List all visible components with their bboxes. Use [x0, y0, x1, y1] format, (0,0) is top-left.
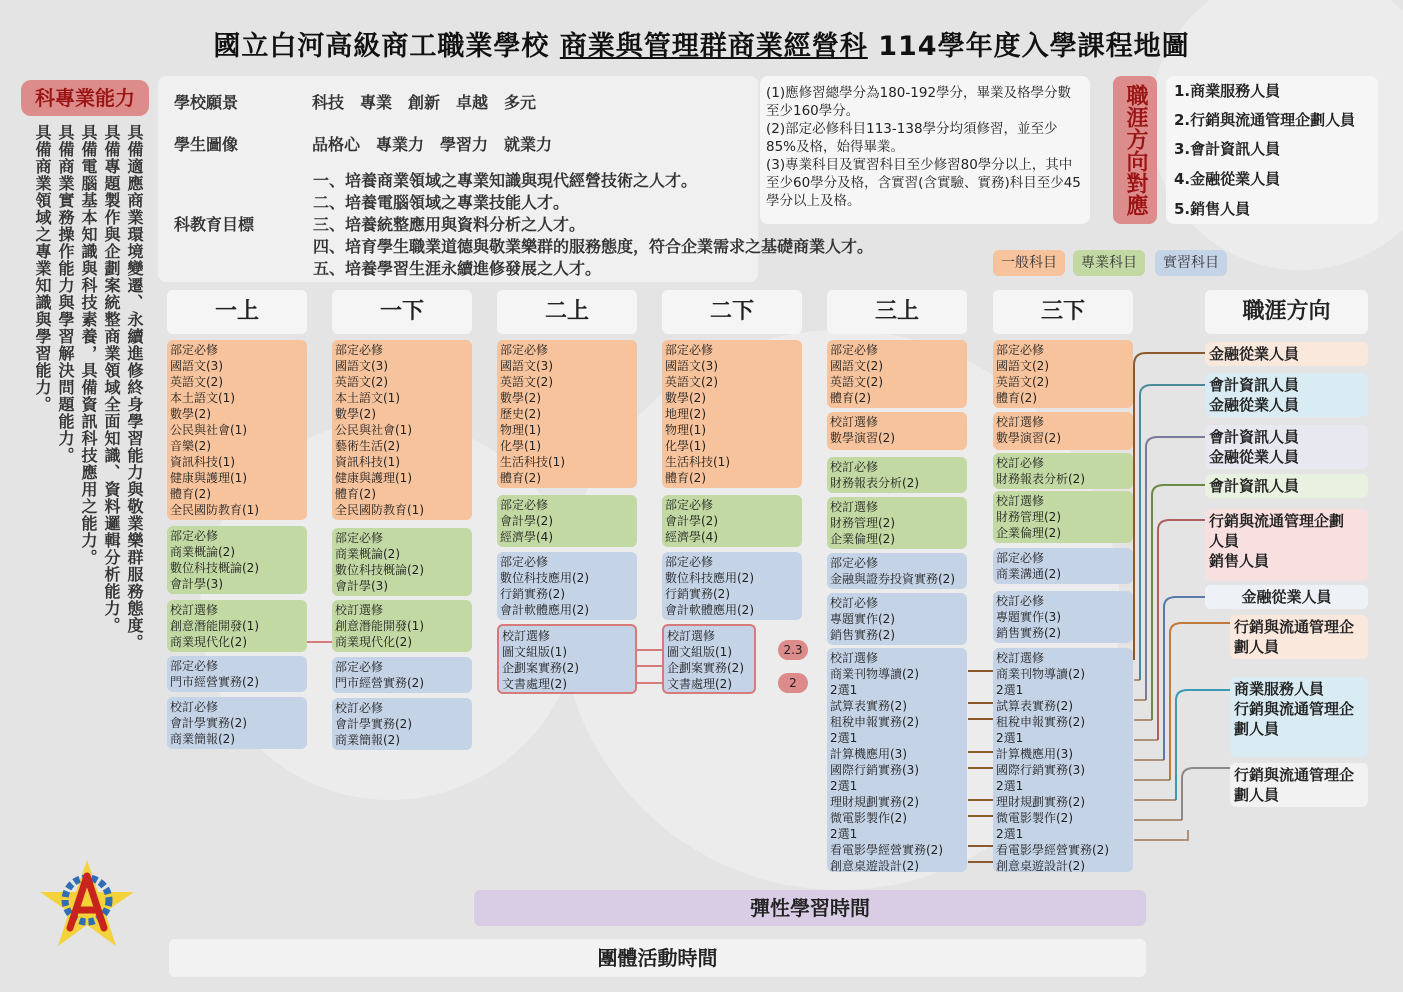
flexible-learning-bar: 彈性學習時間: [474, 890, 1146, 926]
course-line: 會計學(3): [335, 579, 388, 593]
course-line: 會計學實務(2): [335, 717, 412, 731]
course-line: 財務管理(2): [830, 516, 895, 530]
course-line: 2選1: [996, 731, 1024, 745]
course-line: 英語文(2): [665, 375, 718, 389]
course-line: 商業簡報(2): [170, 732, 235, 746]
school-logo-icon: [36, 858, 138, 948]
course-line: 商業現代化(2): [335, 635, 412, 649]
course-block-practical: [993, 591, 1133, 643]
vision-label: 學校願景: [174, 93, 239, 112]
course-line: 校訂選修: [996, 415, 1045, 429]
destination-line: 行銷與流通管理企: [1234, 618, 1355, 636]
semester-header: 二上: [497, 290, 637, 334]
course-line: 商業刊物導讀(2): [996, 667, 1085, 681]
course-line: 國語文(2): [996, 359, 1049, 373]
course-block-elective: [662, 624, 756, 694]
course-line: 試算表實務(2): [996, 699, 1073, 713]
course-line: 英語文(2): [500, 375, 553, 389]
course-line: 會計學(2): [500, 514, 553, 528]
group-activity-bar: 團體活動時間: [169, 939, 1146, 977]
course-line: 圖文組版(1): [502, 645, 567, 659]
course-block-elective: [497, 624, 637, 694]
course-line: 國語文(3): [170, 359, 223, 373]
course-line: 2選1: [996, 827, 1024, 841]
course-line: 生活科技(1): [665, 455, 730, 469]
course-line: 化學(1): [665, 439, 706, 453]
goal-item: 四、培育學生職業道德與敬業樂群的服務態度，符合企業需求之基礎商業人才。: [313, 237, 874, 256]
course-line: 租稅申報實務(2): [996, 715, 1085, 729]
course-line: 計算機應用(3): [996, 747, 1073, 761]
course-block-general: [662, 340, 802, 488]
course-block-general: [332, 340, 472, 520]
course-line: 專題實作(3): [996, 610, 1061, 624]
career-destination: [1205, 342, 1368, 366]
course-line: 企業倫理(2): [830, 532, 895, 546]
course-line: 數學演習(2): [996, 431, 1061, 445]
course-line: 英語文(2): [996, 375, 1049, 389]
legend-professional: 專業科目: [1073, 250, 1145, 276]
semester-header: 二下: [662, 290, 802, 334]
course-line: 部定必修: [500, 343, 549, 357]
course-line: 歷史(2): [500, 407, 541, 421]
course-line: 企劃案實務(2): [502, 661, 579, 675]
course-line: 部定必修: [665, 498, 714, 512]
course-block-practical: [827, 553, 967, 589]
course-block-professional: [167, 526, 307, 594]
destination-line: 金融從業人員: [1209, 396, 1300, 414]
skill-item: 具備商業實務操作能力與學習解決問題能力。: [56, 124, 75, 464]
course-line: 創意桌遊設計(2): [830, 859, 919, 872]
course-line: 物理(1): [500, 423, 541, 437]
course-line: 文書處理(2): [667, 677, 732, 691]
destination-line: 劃人員: [1234, 720, 1280, 738]
course-line: 門市經營實務(2): [335, 676, 424, 690]
course-line: 本土語文(1): [335, 391, 400, 405]
skill-item: 具備適應商業環境變遷、永續進修終身學習能力與敬業樂群服務態度。: [125, 124, 144, 651]
course-line: 門市經營實務(2): [170, 675, 259, 689]
legend-practical: 實習科目: [1155, 250, 1227, 276]
page-title: 國立白河高級商工職業學校 商業與管理群商業經營科 114學年度入學課程地圖: [213, 31, 1190, 62]
legend-general: 一般科目: [993, 250, 1065, 276]
course-line: 音樂(2): [170, 439, 211, 453]
course-line: 健康與護理(1): [335, 471, 412, 485]
course-line: 銷售實務(2): [996, 626, 1061, 640]
course-line: 國語文(3): [665, 359, 718, 373]
course-line: 2選1: [830, 683, 858, 697]
course-line: 企業倫理(2): [996, 526, 1061, 540]
destination-line: 劃人員: [1234, 638, 1280, 656]
rule-item: (1)應修習總學分為180-192學分，畢業及格學分數至少160學分。: [766, 85, 1072, 119]
destination-line: 會計資訊人員: [1209, 376, 1300, 394]
career-destination: [1230, 677, 1368, 757]
career-destination: [1205, 509, 1368, 581]
course-line: 全民國防教育(1): [170, 503, 259, 517]
destination-line: 會計資訊人員: [1209, 477, 1300, 495]
course-block-general: [993, 340, 1133, 408]
career-destination: [1230, 763, 1368, 807]
course-line: 專題實作(2): [830, 612, 895, 626]
course-block-practical: [332, 657, 472, 693]
course-line: 公民與社會(1): [335, 423, 412, 437]
course-line: 部定必修: [170, 659, 219, 673]
course-line: 微電影製作(2): [830, 811, 907, 825]
course-line: 微電影製作(2): [996, 811, 1073, 825]
course-line: 校訂必修: [830, 460, 879, 474]
course-line: 2選1: [996, 779, 1024, 793]
destination-line: 商業服務人員: [1234, 680, 1325, 698]
course-line: 全民國防教育(1): [335, 503, 424, 517]
goal-item: 一、培養商業領域之專業知識與現代經營技術之人才。: [313, 171, 698, 190]
course-line: 國際行銷實務(3): [996, 763, 1085, 777]
course-line: 會計學(2): [665, 514, 718, 528]
course-block-professional: [993, 453, 1133, 489]
course-block-professional: [497, 495, 637, 547]
credit-badge: 2.3: [778, 640, 808, 660]
course-line: 體育(2): [830, 391, 871, 405]
course-line: 看電影學經營實務(2): [996, 843, 1109, 857]
destination-line: 金融從業人員: [1241, 588, 1332, 606]
course-block-professional: [827, 497, 967, 549]
course-line: 校訂選修: [170, 603, 219, 617]
course-line: 體育(2): [996, 391, 1037, 405]
course-line: 部定必修: [500, 555, 549, 569]
destination-line: 行銷與流通管理企: [1234, 700, 1355, 718]
course-line: 企劃案實務(2): [667, 661, 744, 675]
course-line: 財務報表分析(2): [830, 476, 919, 490]
goal-item: 二、培養電腦領域之專業技能人才。: [313, 193, 570, 212]
course-line: 地理(2): [665, 407, 706, 421]
goal-item: 三、培養統整應用與資料分析之人才。: [313, 215, 586, 234]
course-block-practical: [167, 656, 307, 692]
career-item: 3.會計資訊人員: [1174, 140, 1281, 158]
course-line: 文書處理(2): [502, 677, 567, 691]
course-line: 生活科技(1): [500, 455, 565, 469]
course-line: 經濟學(4): [500, 530, 553, 544]
course-line: 租稅申報實務(2): [830, 715, 919, 729]
course-line: 商業現代化(2): [170, 635, 247, 649]
course-line: 部定必修: [996, 343, 1045, 357]
course-line: 體育(2): [170, 487, 211, 501]
goal-item: 五、培養學習生涯永續進修發展之人才。: [313, 259, 602, 278]
skill-item: 具備商業領域之專業知識與學習能力。: [33, 124, 52, 413]
course-line: 部定必修: [830, 343, 879, 357]
course-line: 數學(2): [665, 391, 706, 405]
course-line: 健康與護理(1): [170, 471, 247, 485]
course-line: 校訂選修: [830, 415, 879, 429]
course-block-practical: [167, 697, 307, 749]
course-line: 校訂必修: [830, 596, 879, 610]
course-line: 部定必修: [335, 343, 384, 357]
course-line: 部定必修: [335, 531, 384, 545]
course-line: 行銷實務(2): [665, 587, 730, 601]
course-line: 2選1: [830, 827, 858, 841]
course-block-professional: [332, 600, 472, 652]
course-block-general: [993, 412, 1133, 450]
course-block-professional: [993, 491, 1133, 543]
credit-badge: 2: [778, 673, 808, 693]
course-line: 國際行銷實務(3): [830, 763, 919, 777]
course-block-general: [827, 412, 967, 450]
course-line: 校訂選修: [996, 494, 1045, 508]
course-line: 部定必修: [665, 343, 714, 357]
course-line: 體育(2): [665, 471, 706, 485]
course-line: 會計學(3): [170, 577, 223, 591]
course-line: 英語文(2): [830, 375, 883, 389]
course-line: 數位科技應用(2): [500, 571, 589, 585]
destination-line: 人員: [1209, 532, 1240, 550]
portrait-value: 品格心 專業力 學習力 就業力: [312, 135, 553, 154]
career-destination: [1205, 425, 1368, 469]
course-line: 化學(1): [500, 439, 541, 453]
course-line: 國語文(2): [830, 359, 883, 373]
course-line: 校訂選修: [335, 603, 384, 617]
course-line: 體育(2): [335, 487, 376, 501]
career-destination: [1205, 373, 1368, 417]
semester-header: 三上: [827, 290, 967, 334]
skills-tag: 科專業能力: [21, 80, 149, 116]
course-line: 2選1: [996, 683, 1024, 697]
course-line: 國語文(3): [335, 359, 388, 373]
career-destination: [1205, 585, 1368, 609]
career-item: 2.行銷與流通管理企劃人員: [1174, 111, 1356, 129]
course-line: 校訂必修: [996, 594, 1045, 608]
course-block-practical: [827, 648, 967, 872]
course-line: 經濟學(4): [665, 530, 718, 544]
rule-item: (3)專業科目及實習科目至少修習80學分以上，其中至少60學分及格，含實習(含實驗、實務)科目至少45學分以上及格。: [766, 157, 1081, 209]
course-line: 資訊科技(1): [335, 455, 400, 469]
course-line: 商業刊物導讀(2): [830, 667, 919, 681]
course-line: 公民與社會(1): [170, 423, 247, 437]
course-line: 部定必修: [170, 529, 219, 543]
vision-value: 科技 專業 創新 卓越 多元: [312, 93, 537, 112]
course-line: 商業概論(2): [335, 547, 400, 561]
course-block-professional: [662, 495, 802, 547]
career-list: [1166, 76, 1378, 224]
course-block-professional: [167, 600, 307, 652]
course-line: 校訂必修: [170, 700, 219, 714]
portrait-label: 學生圖像: [174, 135, 239, 154]
course-block-professional: [827, 457, 967, 493]
course-line: 部定必修: [665, 555, 714, 569]
goals-label: 科教育目標: [174, 215, 255, 234]
course-line: 校訂選修: [502, 629, 551, 643]
course-block-practical: [993, 548, 1133, 584]
career-destination: [1230, 615, 1368, 659]
course-block-practical: [497, 552, 637, 620]
course-line: 商業簡報(2): [335, 733, 400, 747]
course-line: 數位科技概論(2): [170, 561, 259, 575]
course-line: 校訂選修: [830, 651, 879, 665]
course-line: 會計軟體應用(2): [665, 603, 754, 617]
destination-line: 劃人員: [1234, 786, 1280, 804]
career-item: 5.銷售人員: [1174, 200, 1251, 218]
career-tag: 職涯方向對應: [1113, 76, 1157, 224]
career-item: 1.商業服務人員: [1174, 82, 1281, 100]
course-block-practical: [332, 698, 472, 750]
course-line: 商業概論(2): [170, 545, 235, 559]
course-line: 數位科技概論(2): [335, 563, 424, 577]
course-line: 計算機應用(3): [830, 747, 907, 761]
course-line: 體育(2): [500, 471, 541, 485]
course-block-practical: [827, 593, 967, 645]
course-line: 校訂選修: [996, 651, 1045, 665]
career-item: 4.金融從業人員: [1174, 170, 1281, 188]
destination-line: 行銷與流通管理企: [1234, 766, 1355, 784]
course-line: 財務報表分析(2): [996, 472, 1085, 486]
course-line: 圖文組版(1): [667, 645, 732, 659]
course-block-professional: [332, 528, 472, 596]
course-line: 創意桌遊設計(2): [996, 859, 1085, 872]
course-block-general: [167, 340, 307, 520]
course-line: 看電影學經營實務(2): [830, 843, 943, 857]
course-line: 英語文(2): [335, 375, 388, 389]
course-line: 會計軟體應用(2): [500, 603, 589, 617]
course-line: 部定必修: [830, 556, 879, 570]
course-line: 數位科技應用(2): [665, 571, 754, 585]
course-line: 財務管理(2): [996, 510, 1061, 524]
course-line: 校訂選修: [667, 629, 716, 643]
course-line: 物理(1): [665, 423, 706, 437]
course-line: 商業溝通(2): [996, 567, 1061, 581]
career-destination: [1205, 474, 1368, 498]
skill-item: 具備專題製作與企劃案統整商業領域全面知識、資料邏輯分析能力。: [102, 124, 121, 634]
course-line: 理財規劃實務(2): [996, 795, 1085, 809]
course-line: 會計學實務(2): [170, 716, 247, 730]
course-block-practical: [993, 648, 1133, 872]
course-line: 數學(2): [500, 391, 541, 405]
course-line: 數學(2): [335, 407, 376, 421]
course-line: 本土語文(1): [170, 391, 235, 405]
course-line: 部定必修: [500, 498, 549, 512]
course-line: 2選1: [830, 731, 858, 745]
course-line: 數學(2): [170, 407, 211, 421]
course-block-practical: [662, 552, 802, 620]
semester-header: 一下: [332, 290, 472, 334]
semester-header: 一上: [167, 290, 307, 334]
course-line: 2選1: [830, 779, 858, 793]
destination-line: 銷售人員: [1209, 552, 1270, 570]
course-line: 行銷實務(2): [500, 587, 565, 601]
course-line: 藝術生活(2): [335, 439, 400, 453]
destination-line: 行銷與流通管理企劃: [1209, 512, 1345, 530]
rule-item: (2)部定必修科目113-138學分均須修習，並至少85%及格，始得畢業。: [766, 121, 1058, 155]
graduation-rules: [760, 76, 1090, 224]
course-line: 試算表實務(2): [830, 699, 907, 713]
destination-line: 會計資訊人員: [1209, 428, 1300, 446]
destination-line: 金融從業人員: [1209, 448, 1300, 466]
course-line: 部定必修: [335, 660, 384, 674]
course-line: 銷售實務(2): [830, 628, 895, 642]
course-line: 創意潛能開發(1): [335, 619, 424, 633]
course-line: 校訂必修: [335, 701, 384, 715]
destination-line: 金融從業人員: [1209, 345, 1300, 363]
course-line: 校訂選修: [830, 500, 879, 514]
course-line: 國語文(3): [500, 359, 553, 373]
career-header: 職涯方向: [1205, 290, 1368, 334]
course-line: 創意潛能開發(1): [170, 619, 259, 633]
course-line: 部定必修: [170, 343, 219, 357]
course-block-general: [827, 340, 967, 408]
course-block-general: [497, 340, 637, 488]
skill-item: 具備電腦基本知識與科技素養，具備資訊科技應用之能力。: [79, 124, 98, 566]
course-line: 數學演習(2): [830, 431, 895, 445]
course-line: 金融與證券投資實務(2): [830, 572, 955, 586]
semester-header: 三下: [993, 290, 1133, 334]
course-line: 部定必修: [996, 551, 1045, 565]
course-line: 理財規劃實務(2): [830, 795, 919, 809]
course-line: 英語文(2): [170, 375, 223, 389]
course-line: 資訊科技(1): [170, 455, 235, 469]
course-line: 校訂必修: [996, 456, 1045, 470]
